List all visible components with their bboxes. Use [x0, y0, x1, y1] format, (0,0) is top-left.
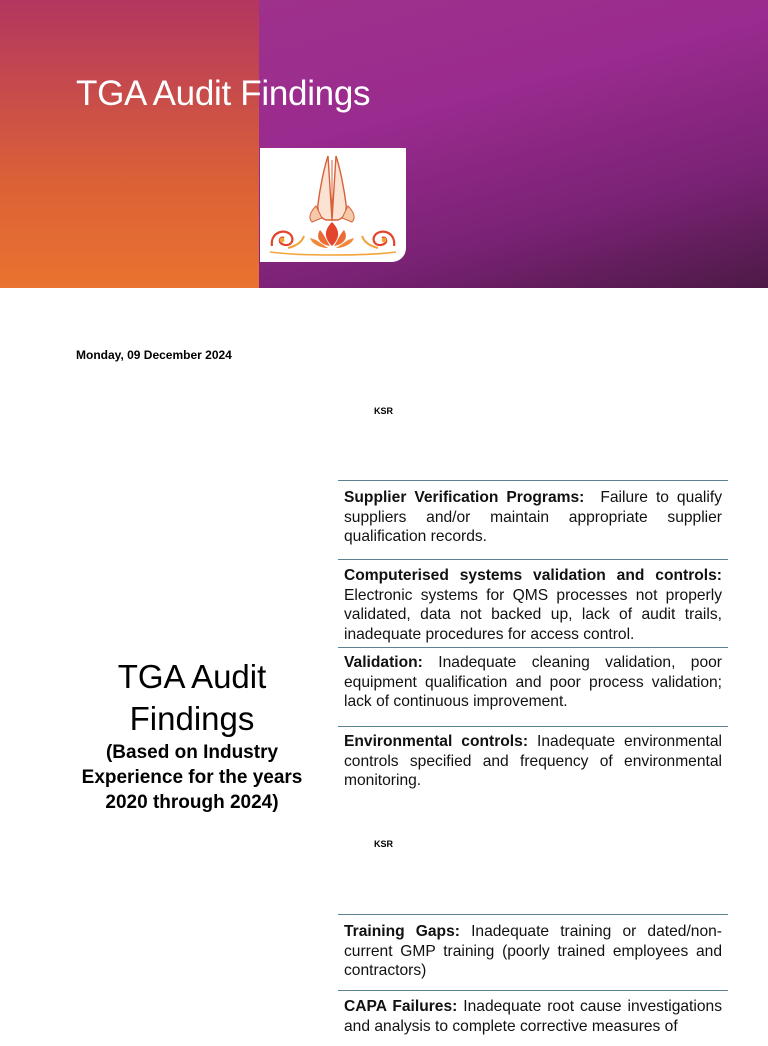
- section-subtitle: (Based on Industry Experience for the years 2020 through 2024): [81, 742, 303, 813]
- finding-heading: Supplier Verification Programs:: [344, 489, 585, 506]
- finding-heading: Validation:: [344, 654, 423, 671]
- finding-text: Electronic systems for QMS processes not properly validated, data not backed up, lack of audit trails, inadequate procedures for access control.: [344, 586, 722, 643]
- finding-heading: Training Gaps:: [344, 923, 460, 940]
- finding-text: Inadequate environmental controls specified and frequency of environmental monitoring.: [344, 733, 722, 789]
- section-title-block: [62, 656, 322, 815]
- author-tag: KSR: [374, 406, 394, 416]
- finding-heading: CAPA Failures:: [344, 998, 458, 1015]
- page-title: TGA Audit Findings: [76, 74, 371, 113]
- finding-text: Inadequate root cause investigations and analysis to complete corrective measures of: [344, 998, 722, 1035]
- findings-list-top: [338, 480, 728, 801]
- finding-item: [338, 559, 728, 647]
- finding-text: Inadequate cleaning validation, poor equipment qualification and poor process validation; lack of continuous improvement.: [344, 654, 722, 710]
- finding-item: [338, 480, 728, 559]
- finding-item: [338, 726, 728, 801]
- finding-item: [338, 990, 728, 1046]
- date-label: Monday, 09 December 2024: [76, 348, 232, 362]
- finding-heading: Computerised systems validation and controls:: [344, 567, 722, 584]
- finding-text: Failure to qualify suppliers and/or maintain appropriate supplier qualification records.: [344, 489, 722, 545]
- section-title: TGA Audit Findings: [117, 658, 267, 737]
- author-tag: KSR: [374, 839, 394, 849]
- finding-item: [338, 914, 728, 990]
- finding-heading: Environmental controls:: [344, 733, 529, 750]
- finding-item: [338, 647, 728, 726]
- header-banner: [0, 0, 768, 288]
- header-orange-panel: [0, 0, 259, 288]
- findings-list-bottom: [338, 914, 728, 1046]
- finding-text: Inadequate training or dated/non-current GMP training (poorly trained employees and contractors): [344, 923, 722, 979]
- namaste-lotus-icon: [260, 148, 406, 262]
